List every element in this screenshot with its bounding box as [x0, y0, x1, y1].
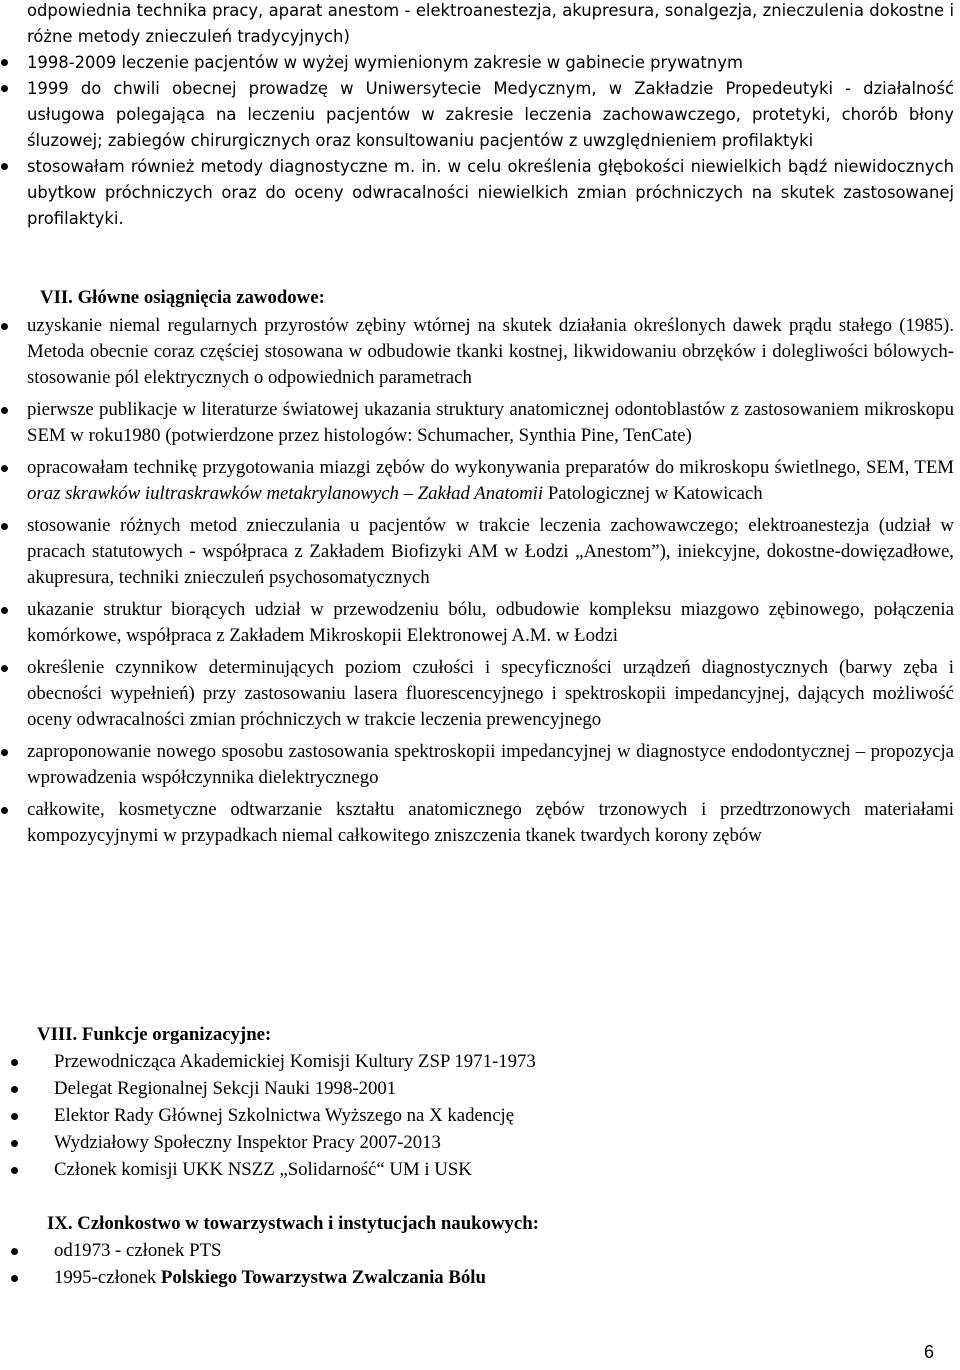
list-item: ukazanie struktur biorących udział w przewodzeniu bólu, odbudowie kompleksu miazgowo zębinowego, połączenia komórkowe, współpraca z Zakładem Mikroskopii Elektronowej A.M. w Łodzi — [0, 597, 960, 649]
bullet-icon — [1, 607, 8, 614]
intro-block — [0, 0, 960, 50]
list-item: Delegat Regionalnej Sekcji Nauki 1998-2001 — [0, 1076, 960, 1103]
list-item: stosowanie różnych metod znieczulania u pacjentów w trakcie leczenia zachowawczego; elektroanestezja (udział w pracach statutowych - współpraca z Zakładem Biofizyki AM w Łodzi „Anestom”), iniekcyjne, dokostne-dowięzadłowe, akupresura, techniki znieczuleń psychosomatycznych — [0, 513, 960, 591]
list-item: pierwsze publikacje w literaturze światowej ukazania struktury anatomicznej odontoblastów z zastosowaniem mikroskopu SEM w roku1980 (potwierdzone przez histologów: Schumacher, Synthia Pine, TenCate) — [0, 397, 960, 449]
section-heading-ix: IX. Członkostwo w towarzystwach i instytucjach naukowych: — [47, 1213, 539, 1234]
section-viii-list — [0, 1049, 960, 1184]
list-item: Wydziałowy Społeczny Inspektor Pracy 2007-2013 — [0, 1130, 960, 1157]
list-item: Elektor Rady Głównej Szkolnictwa Wyższego na X kadencję — [0, 1103, 960, 1130]
top-bullet-list — [0, 50, 960, 232]
bullet-icon — [1, 665, 8, 672]
bullet-icon — [1, 465, 8, 472]
list-item: uzyskanie niemal regularnych przyrostów zębiny wtórnej na skutek działania określonych dawek prądu stałego (1985). Metoda obecnie coraz częściej stosowana w odbudowie tkanki kostnej, likwidowaniu obrzęków i dolegliwości bólowych- stosowanie pól elektrycznych o odpowiednich parametrach — [0, 313, 960, 391]
section-ix-list — [0, 1238, 960, 1292]
list-item: całkowite, kosmetyczne odtwarzanie kształtu anatomicznego zębów trzonowych i przedtrzonowych materiałami kompozycyjnymi w przypadkach niemal całkowitego zniszczenia tkanek twardych korony zębów — [0, 797, 960, 849]
section-heading-vii: VII. Główne osiągnięcia zawodowe: — [40, 287, 325, 308]
bullet-icon — [1, 323, 8, 330]
list-item: zaproponowanie nowego sposobu zastosowania spektroskopii impedancyjnej w diagnostyce endodontycznej – propozycja wprowadzenia współczynnika dielektrycznego — [0, 739, 960, 791]
list-item: określenie czynnikow determinujących poziom czułości i specyficzności urządzeń diagnostycznych (barwy zęba i obecności wypełnień) przy zastosowaniu lasera fluorescencyjnego i spektroskopii impedancyjnej, dających możliwość oceny odwracalności zmian próchniczych w trakcie leczenia prewencyjnego — [0, 655, 960, 733]
section-vii-list — [0, 313, 960, 849]
bullet-icon — [1, 407, 8, 414]
bullet-icon — [11, 1248, 18, 1255]
list-item: Przewodnicząca Akademickiej Komisji Kultury ZSP 1971-1973 — [0, 1049, 960, 1076]
bullet-icon — [1, 163, 8, 170]
bullet-icon — [11, 1167, 18, 1174]
page-number: 6 — [924, 1342, 935, 1362]
list-item: 1998-2009 leczenie pacjentów w wyżej wymienionym zakresie w gabinecie prywatnym — [0, 50, 960, 76]
bullet-icon — [11, 1113, 18, 1120]
list-item: od1973 - członek PTS — [0, 1238, 960, 1265]
list-item: opracowałam technikę przygotowania miazgi zębów do wykonywania preparatów do mikroskopu świetlnego, SEM, TEM oraz skrawków iultraskrawków metakrylanowych – Zakład Anatomii Patologicznej w Katowicach — [0, 455, 960, 507]
bullet-icon — [1, 523, 8, 530]
bullet-icon — [1, 749, 8, 756]
bullet-icon — [11, 1140, 18, 1147]
section-heading-viii: VIII. Funkcje organizacyjne: — [37, 1024, 272, 1045]
bullet-icon — [11, 1275, 18, 1282]
bullet-icon — [11, 1086, 18, 1093]
bullet-icon — [1, 85, 8, 92]
list-item: stosowałam również metody diagnostyczne m. in. w celu określenia głębokości niewielkich bądź niewidocznych ubytkow próchniczych oraz do oceny odwracalności niewielkich zmian próchniczych na skutek zastosowanej profilaktyki. — [0, 154, 960, 232]
bullet-icon — [11, 1059, 18, 1066]
list-item: 1995-członek Polskiego Towarzystwa Zwalczania Bólu — [0, 1265, 960, 1292]
bullet-icon — [1, 807, 8, 814]
list-item: Członek komisji UKK NSZZ „Solidarność“ UM i USK — [0, 1157, 960, 1184]
intro-paragraph: odpowiednia technika pracy, aparat anestom - elektroanestezja, akupresura, sonalgezja, znieczulenia dokostne i różne metody znieczuleń tradycyjnych) — [27, 1, 954, 46]
bullet-icon — [1, 59, 8, 66]
list-item: 1999 do chwili obecnej prowadzę w Uniwersytecie Medycznym, w Zakładzie Propedeutyki - działalność usługowa polegająca na leczeniu pacjentów w zakresie leczenia zachowawczego, protetyki, chorób błony śluzowej; zabiegów chirurgicznych oraz konsultowaniu pacjentów z uwzględnieniem profilaktyki — [0, 76, 960, 154]
